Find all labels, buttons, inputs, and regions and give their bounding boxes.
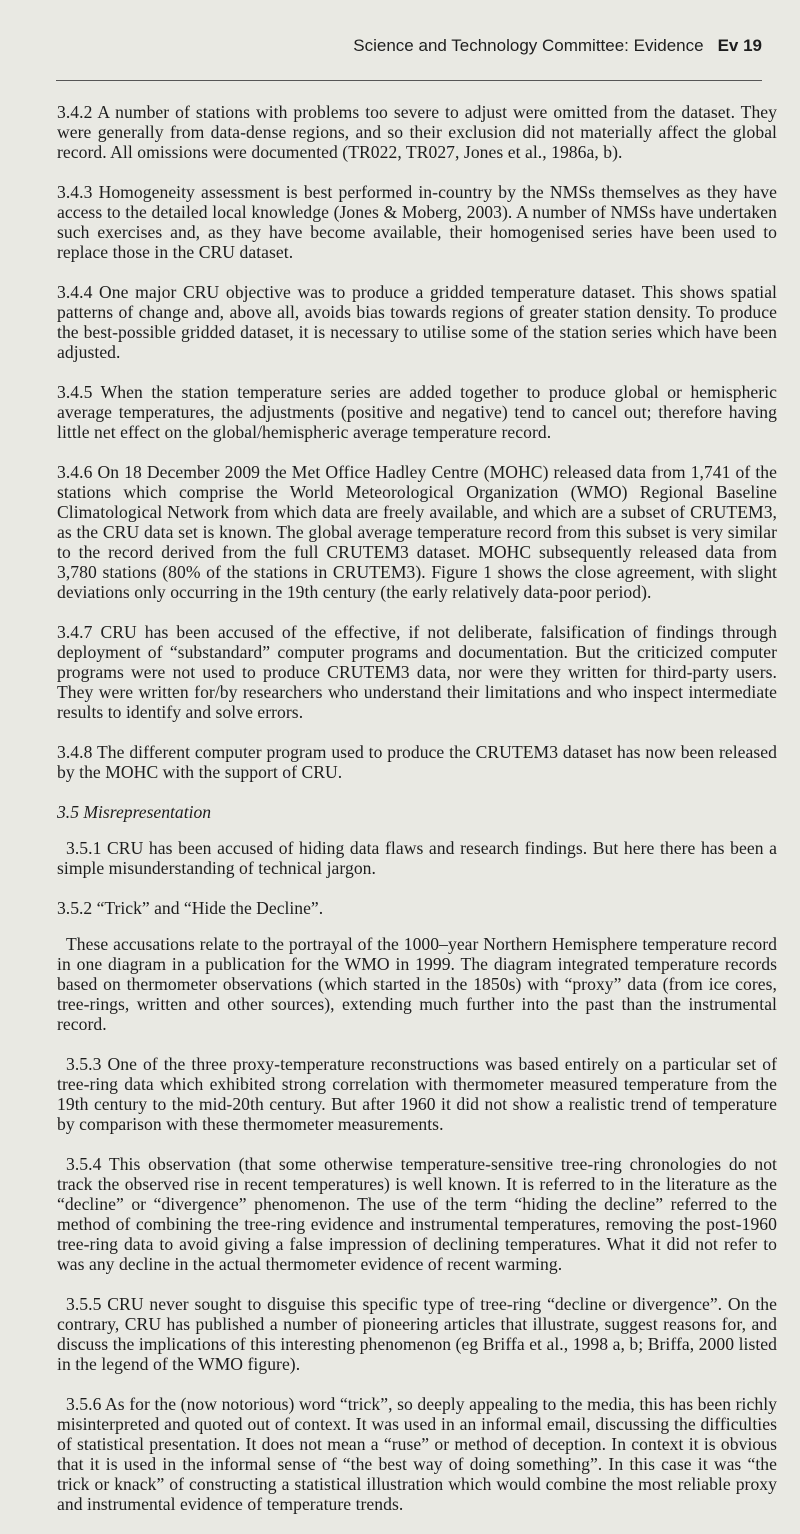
section-heading-misrepresentation: 3.5 Misrepresentation <box>57 802 212 822</box>
page-number: Ev 19 <box>717 36 762 55</box>
paragraph-3-4-6: 3.4.6 On 18 December 2009 the Met Office Hadley Centre (MOHC) released data from 1,741 of the stations which comprise the World Meteorological Organization (WMO) Regional Baseline Climatological Network from which data are freely available, and which are a subset of CRUTEM3, as the CRU data set is known. The global average temperature record from this subset is very similar to the record derived from the full CRUTEM3 dataset. MOHC subsequently released data from 3,780 stations (80% of the stations in CRUTEM3). Figure 1 shows the close agreement, with slight deviations only occurring in the 19th century (the early relatively data-poor period). <box>57 462 777 602</box>
paragraph-3-5-3: 3.5.3 One of the three proxy-temperature reconstructions was based entirely on a particular set of tree-ring data which exhibited strong correlation with thermometer measured temperature from the 19th century to the mid-20th century. But after 1960 it did not show a realistic trend of temperature by comparison with these thermometer measurements. <box>57 1054 777 1134</box>
paragraph-3-4-3: 3.4.3 Homogeneity assessment is best performed in-country by the NMSs themselves as they have access to the detailed local knowledge (Jones & Moberg, 2003). A number of NMSs have undertaken such exercises and, as they have become available, their homogenised series have been used to replace those in the CRU dataset. <box>57 182 777 262</box>
paragraph-3-4-5: 3.4.5 When the station temperature series are added together to produce global or hemispheric average temperatures, the adjustments (positive and negative) tend to cancel out; therefore having little net effect on the global/hemispheric average temperature record. <box>57 382 777 442</box>
paragraph-3-5-5: 3.5.5 CRU never sought to disguise this specific type of tree-ring “decline or divergence”. On the contrary, CRU has published a number of pioneering articles that illustrate, suggest reasons for, and discuss the implications of this interesting phenomenon (eg Briffa et al., 1998 a, b; Briffa, 2000 listed in the legend of the WMO figure). <box>57 1294 777 1374</box>
paragraph-3-4-7: 3.4.7 CRU has been accused of the effective, if not deliberate, falsification of findings through deployment of “substandard” computer programs and documentation. But the criticized computer programs were not used to produce CRUTEM3 data, nor were they written for third-party users. They were written for/by researchers who understand their limitations and who inspect intermediate results to identify and solve errors. <box>57 622 777 722</box>
page-header <box>353 36 762 56</box>
header-rule <box>56 80 762 81</box>
paragraph-3-5-6: 3.5.6 As for the (now notorious) word “trick”, so deeply appealing to the media, this has been richly misinterpreted and quoted out of context. It was used in an informal email, discussing the difficulties of statistical presentation. It does not mean a “ruse” or method of deception. In context it is obvious that it is used in the informal sense of “the best way of doing something”. In this case it was “the trick or knack” of constructing a statistical illustration which would combine the most reliable proxy and instrumental evidence of temperature trends. <box>57 1394 777 1514</box>
paragraph-3-4-8: 3.4.8 The different computer program used to produce the CRUTEM3 dataset has now been released by the MOHC with the support of CRU. <box>57 742 777 782</box>
paragraph-3-4-2: 3.4.2 A number of stations with problems too severe to adjust were omitted from the dataset. They were generally from data-dense regions, and so their exclusion did not materially affect the global record. All omissions were documented (TR022, TR027, Jones et al., 1986a, b). <box>57 102 777 162</box>
paragraph-3-5-2: These accusations relate to the portrayal of the 1000–year Northern Hemisphere temperature record in one diagram in a publication for the WMO in 1999. The diagram integrated temperature records based on thermometer observations (which started in the 1850s) with “proxy” data (from ice cores, tree-rings, written and other sources), extending much further into the past than the instrumental record. <box>57 934 777 1034</box>
running-title: Science and Technology Committee: Evidence <box>353 36 704 55</box>
paragraph-3-5-4: 3.5.4 This observation (that some otherwise temperature-sensitive tree-ring chronologies do not track the observed rise in recent temperatures) is well known. It is referred to in the literature as the “decline” or “divergence” phenomenon. The use of the term “hiding the decline” referred to the method of combining the tree-ring evidence and instrumental temperatures, removing the post-1960 tree-ring data to avoid giving a false impression of declining temperatures. What it did not refer to was any decline in the actual thermometer evidence of recent warming. <box>57 1154 777 1274</box>
subheading-trick-decline: 3.5.2 “Trick” and “Hide the Decline”. <box>57 898 324 918</box>
paragraph-3-5-1: 3.5.1 CRU has been accused of hiding data flaws and research findings. But here there has been a simple misunderstanding of technical jargon. <box>57 838 777 878</box>
body-text <box>57 102 777 1534</box>
paragraph-3-4-4: 3.4.4 One major CRU objective was to produce a gridded temperature dataset. This shows spatial patterns of change and, above all, avoids bias towards regions of greater station density. To produce the best-possible gridded dataset, it is necessary to utilise some of the station series which have been adjusted. <box>57 282 777 362</box>
